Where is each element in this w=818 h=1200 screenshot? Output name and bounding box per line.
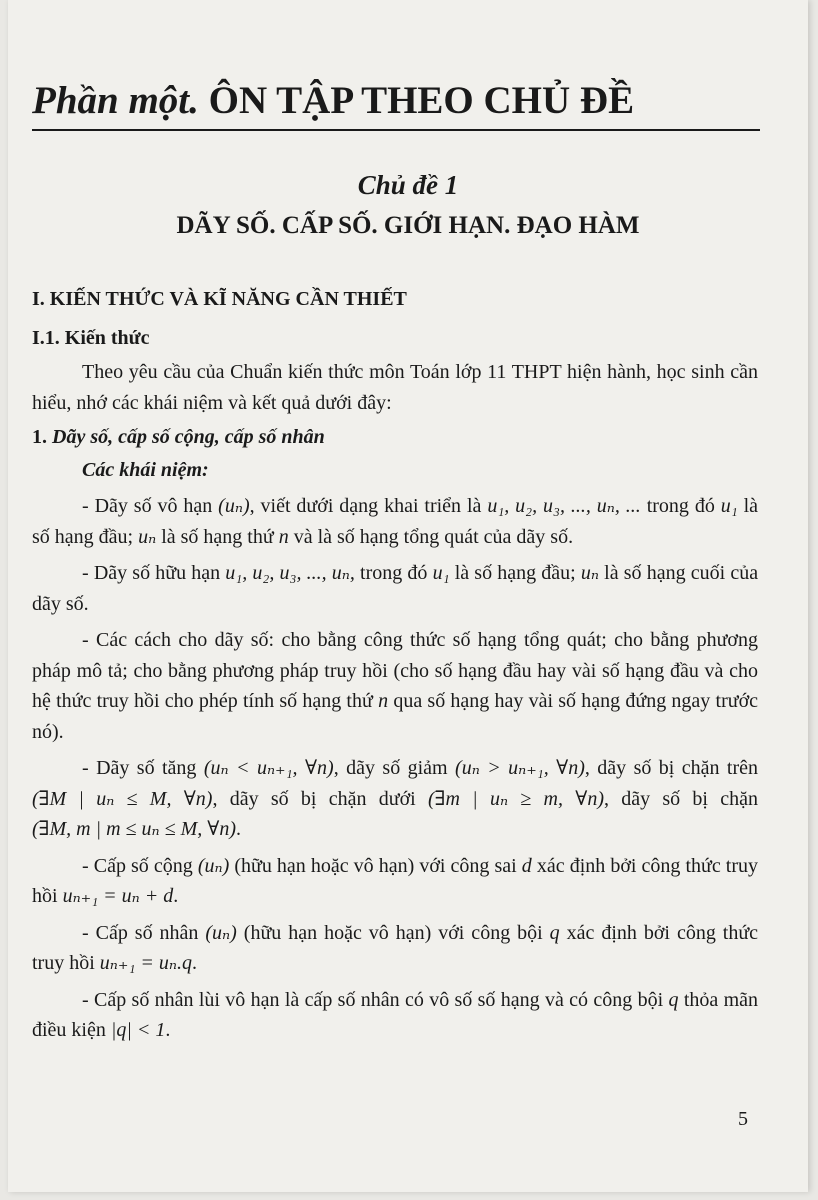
math: (uₙ > uₙ₊₁, ∀n) (455, 757, 585, 779)
math: d (521, 854, 532, 877)
topic-label: Chủ đề 1 (357, 170, 459, 200)
text: . (173, 885, 179, 907)
math: (∃m | uₙ ≥ m, ∀n) (427, 787, 604, 810)
body-text (32, 284, 758, 1046)
paragraph-finite-sequence (32, 558, 758, 619)
math: n (278, 525, 289, 548)
text: , dãy số giảm (333, 757, 448, 779)
part-header (32, 78, 756, 123)
math: q (668, 988, 679, 1011)
text: - Các cách cho dãy số: cho bằng công thức số hạng tổng quát; cho bằng phương pháp mô tả; cho bằng phương pháp truy hồi (cho số hạng đầu hay vài số hạng đầu và cho hệ thức truy hồi cho phép tính số hạng thứ (32, 629, 758, 712)
math: (uₙ) (197, 854, 230, 877)
math: (∃M, m | m ≤ uₙ ≤ M, ∀n) (32, 818, 237, 840)
text: thỏa mãn điều kiện (32, 988, 759, 1041)
paragraph-geometric-progression (32, 918, 758, 979)
text: - Dãy số tăng (82, 757, 197, 779)
item-title: Dãy số, cấp số cộng, cấp số nhân (52, 426, 325, 448)
math: u₁, u₂, u₃, ..., uₙ, (225, 562, 355, 584)
subsection-heading: I.1. Kiến thức (32, 326, 150, 349)
math: u₁, u₂, u₃, ..., uₙ, ... (487, 495, 641, 517)
text: là số hạng cuối của dãy số. (32, 562, 759, 615)
math: uₙ₊₁ = uₙ + d (62, 885, 174, 907)
math: (uₙ) (205, 921, 237, 944)
part-label: Phần một. (32, 79, 199, 122)
text: xác định bởi công thức truy hồi (32, 854, 759, 907)
math: (∃M | uₙ ≤ M, ∀n) (32, 787, 213, 810)
math: u₁ (720, 495, 738, 517)
math: u₁ (432, 562, 450, 584)
text: qua số hạng hay vài số hạng đứng ngay trước nó). (32, 690, 759, 743)
concepts-label: Các khái niệm: (82, 458, 209, 481)
paragraph-arithmetic-progression (32, 851, 758, 912)
math: uₙ₊₁ = uₙ.q (99, 952, 192, 974)
item-number: 1. (32, 426, 47, 448)
text: - Cấp số cộng (82, 854, 193, 877)
text: , dãy số bị chặn trên (584, 757, 759, 779)
text: (hữu hạn hoặc vô hạn) với công bội (243, 921, 543, 944)
text: - Dãy số vô hạn (82, 495, 213, 517)
intro-paragraph: Theo yêu cầu của Chuẩn kiến thức môn Toán lớp 11 THPT hiện hành, học sinh cần hiểu, nhớ các khái niệm và kết quả dưới đây: (32, 361, 758, 414)
text: - Dãy số hữu hạn (82, 562, 221, 584)
text: xác định bởi công thức truy hồi (32, 921, 759, 974)
text: , dãy số bị chặn (603, 787, 758, 810)
item-heading (32, 422, 758, 453)
book-page (8, 0, 808, 1192)
text: . (236, 818, 242, 840)
paragraph-infinite-sequence (32, 491, 758, 552)
paragraph-monotone-bounded (32, 753, 758, 845)
part-title: ÔN TẬP THEO CHỦ ĐỀ (208, 79, 635, 122)
text: , dãy số bị chặn dưới (212, 787, 416, 810)
text: là số hạng đầu; (32, 495, 759, 548)
math: uₙ (138, 525, 157, 548)
header-divider (32, 129, 760, 131)
topic-title: DÃY SỐ. CẤP SỐ. GIỚI HẠN. ĐẠO HÀM (176, 212, 640, 239)
math: (uₙ < uₙ₊₁, ∀n) (203, 757, 334, 779)
math: q (549, 921, 560, 944)
text: - Cấp số nhân lùi vô hạn là cấp số nhân có vô số số hạng và có công bội (82, 988, 664, 1011)
text: trong đó (646, 495, 715, 517)
text: , viết dưới dạng khai triển là (249, 495, 482, 517)
math: uₙ (580, 562, 599, 584)
paragraph-infinite-geometric (32, 985, 758, 1046)
text: - Cấp số nhân (82, 921, 199, 944)
section-heading: I. KIẾN THỨC VÀ KĨ NĂNG CẦN THIẾT (32, 288, 407, 310)
text: là số hạng thứ (161, 525, 274, 548)
paragraph-ways-to-define (32, 625, 758, 747)
math: (uₙ) (218, 495, 250, 517)
text: trong đó (360, 562, 428, 584)
text: là số hạng đầu; (454, 562, 576, 584)
page-number: 5 (738, 1108, 748, 1130)
text: . (165, 1019, 171, 1041)
text: và là số hạng tổng quát của dãy số. (293, 525, 574, 548)
text: . (192, 952, 197, 974)
text: (hữu hạn hoặc vô hạn) với công sai (234, 854, 517, 877)
math: n (378, 690, 389, 712)
math: |q| < 1 (110, 1019, 166, 1041)
